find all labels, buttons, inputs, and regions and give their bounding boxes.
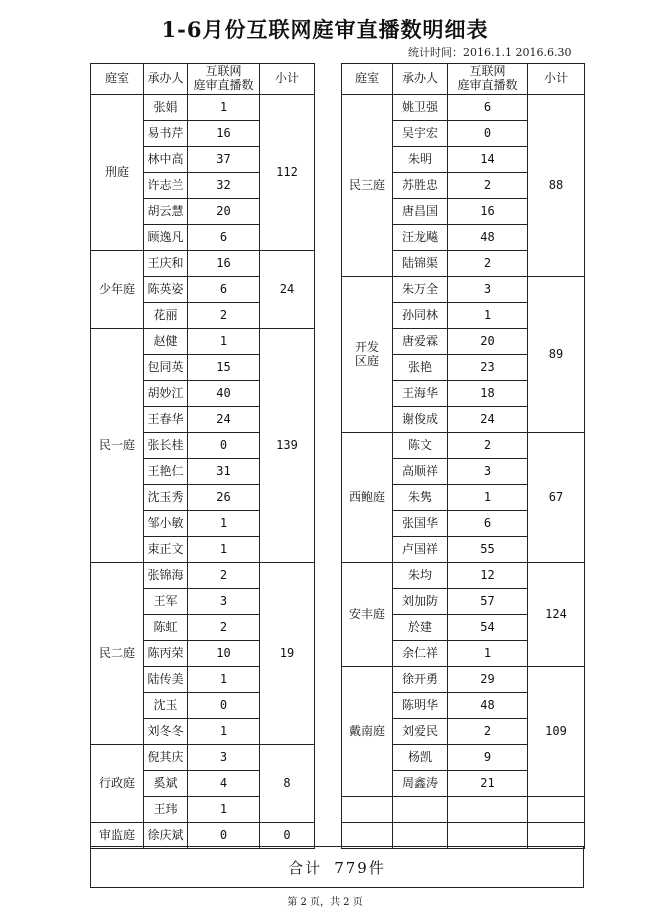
handler-cell: 邹小敏: [144, 511, 188, 537]
handler-cell: 吴宇宏: [393, 121, 448, 147]
count-cell: 24: [188, 407, 260, 433]
count-cell: 3: [448, 459, 528, 485]
handler-cell: 束正文: [144, 537, 188, 563]
handler-cell: 周鑫涛: [393, 771, 448, 797]
count-cell: 54: [448, 615, 528, 641]
empty-cell: [342, 797, 393, 823]
subtotal-cell: 124: [528, 563, 585, 667]
count-cell: 0: [188, 693, 260, 719]
subtotal-cell: 112: [260, 95, 315, 251]
header-court: 庭室: [342, 64, 393, 95]
subtotal-cell: 0: [260, 823, 315, 849]
count-cell: 1: [448, 485, 528, 511]
court-cell: 刑庭: [91, 95, 144, 251]
handler-cell: 陆传美: [144, 667, 188, 693]
count-cell: 1: [188, 719, 260, 745]
header-handler: 承办人: [393, 64, 448, 95]
count-cell: 6: [448, 95, 528, 121]
count-cell: 6: [448, 511, 528, 537]
handler-cell: 刘加防: [393, 589, 448, 615]
handler-cell: 朱万全: [393, 277, 448, 303]
subtotal-cell: 109: [528, 667, 585, 797]
handler-cell: 谢俊成: [393, 407, 448, 433]
handler-cell: 苏胜忠: [393, 173, 448, 199]
total-value: 779件: [334, 858, 386, 877]
count-cell: 1: [188, 95, 260, 121]
handler-cell: 卢国祥: [393, 537, 448, 563]
court-cell: 开发 区庭: [342, 277, 393, 433]
header-handler: 承办人: [144, 64, 188, 95]
count-cell: 2: [448, 719, 528, 745]
count-cell: 3: [188, 745, 260, 771]
subtotal-cell: 19: [260, 563, 315, 745]
handler-cell: 沈玉: [144, 693, 188, 719]
empty-cell: [393, 797, 448, 823]
handler-cell: 王军: [144, 589, 188, 615]
table-row: [342, 433, 585, 459]
table-row: [342, 95, 585, 121]
count-cell: 2: [448, 433, 528, 459]
count-cell: 32: [188, 173, 260, 199]
handler-cell: 唐爱霖: [393, 329, 448, 355]
count-cell: 20: [188, 199, 260, 225]
header-subtotal: 小计: [528, 64, 585, 95]
count-cell: 6: [188, 277, 260, 303]
count-cell: 6: [188, 225, 260, 251]
handler-cell: 王春华: [144, 407, 188, 433]
count-cell: 16: [188, 121, 260, 147]
table-row: [91, 823, 315, 849]
handler-cell: 赵健: [144, 329, 188, 355]
count-cell: 48: [448, 693, 528, 719]
header-court: 庭室: [91, 64, 144, 95]
count-cell: 2: [188, 615, 260, 641]
subtotal-cell: 89: [528, 277, 585, 433]
table-row: [91, 329, 315, 355]
empty-cell: [448, 797, 528, 823]
count-cell: 3: [188, 589, 260, 615]
court-cell: 戴南庭: [342, 667, 393, 797]
handler-cell: 张艳: [393, 355, 448, 381]
handler-cell: 沈玉秀: [144, 485, 188, 511]
handler-cell: 林中高: [144, 147, 188, 173]
count-cell: 0: [188, 823, 260, 849]
handler-cell: 朱均: [393, 563, 448, 589]
count-cell: 0: [188, 433, 260, 459]
count-cell: 4: [188, 771, 260, 797]
handler-cell: 孙同林: [393, 303, 448, 329]
count-cell: 37: [188, 147, 260, 173]
handler-cell: 刘冬冬: [144, 719, 188, 745]
subtotal-cell: 67: [528, 433, 585, 563]
left-detail-table: [90, 63, 315, 849]
count-cell: 31: [188, 459, 260, 485]
handler-cell: 花丽: [144, 303, 188, 329]
handler-cell: 包同英: [144, 355, 188, 381]
empty-cell: [528, 823, 585, 849]
table-row: [91, 563, 315, 589]
count-cell: 57: [448, 589, 528, 615]
court-cell: 民三庭: [342, 95, 393, 277]
count-cell: 14: [448, 147, 528, 173]
court-cell: 行政庭: [91, 745, 144, 823]
handler-cell: 许志兰: [144, 173, 188, 199]
count-cell: 16: [188, 251, 260, 277]
empty-row: [342, 797, 585, 823]
handler-cell: 王庆和: [144, 251, 188, 277]
stat-period: 统计时间：2016.1.1 2016.6.30: [408, 46, 572, 59]
handler-cell: 王玮: [144, 797, 188, 823]
table-row: [342, 277, 585, 303]
empty-cell: [342, 823, 393, 849]
page-title: 1-6月份互联网庭审直播数明细表: [161, 17, 489, 42]
count-cell: 18: [448, 381, 528, 407]
count-cell: 2: [448, 173, 528, 199]
count-cell: 20: [448, 329, 528, 355]
count-cell: 3: [448, 277, 528, 303]
subtotal-cell: 8: [260, 745, 315, 823]
handler-cell: 於建: [393, 615, 448, 641]
count-cell: 21: [448, 771, 528, 797]
count-cell: 55: [448, 537, 528, 563]
table-row: [91, 95, 315, 121]
header-subtotal: 小计: [260, 64, 315, 95]
empty-cell: [528, 797, 585, 823]
court-cell: 民二庭: [91, 563, 144, 745]
court-cell: 民一庭: [91, 329, 144, 563]
count-cell: 1: [188, 797, 260, 823]
handler-cell: 易书芹: [144, 121, 188, 147]
table-row: [91, 251, 315, 277]
table-row: [91, 745, 315, 771]
left-header-row: [91, 64, 315, 95]
handler-cell: 陈虹: [144, 615, 188, 641]
handler-cell: 奚斌: [144, 771, 188, 797]
count-cell: 1: [188, 667, 260, 693]
empty-cell: [448, 823, 528, 849]
subtotal-cell: 24: [260, 251, 315, 329]
handler-cell: 余仁祥: [393, 641, 448, 667]
handler-cell: 陈英姿: [144, 277, 188, 303]
handler-cell: 徐开勇: [393, 667, 448, 693]
count-cell: 9: [448, 745, 528, 771]
handler-cell: 陆锦渠: [393, 251, 448, 277]
court-cell: 少年庭: [91, 251, 144, 329]
table-row: [342, 667, 585, 693]
subtotal-cell: 139: [260, 329, 315, 563]
handler-cell: 徐庆斌: [144, 823, 188, 849]
count-cell: 24: [448, 407, 528, 433]
handler-cell: 王艳仁: [144, 459, 188, 485]
page-footer: 第 2 页，共 2 页: [287, 897, 363, 908]
handler-cell: 朱隽: [393, 485, 448, 511]
count-cell: 23: [448, 355, 528, 381]
empty-row: [342, 823, 585, 849]
handler-cell: 张娟: [144, 95, 188, 121]
handler-cell: 王海华: [393, 381, 448, 407]
count-cell: 29: [448, 667, 528, 693]
handler-cell: 张锦海: [144, 563, 188, 589]
handler-cell: 顾逸凡: [144, 225, 188, 251]
header-count: 互联网 庭审直播数: [188, 64, 260, 95]
empty-cell: [393, 823, 448, 849]
handler-cell: 胡云慧: [144, 199, 188, 225]
header-count: 互联网 庭审直播数: [448, 64, 528, 95]
handler-cell: 朱明: [393, 147, 448, 173]
count-cell: 40: [188, 381, 260, 407]
court-cell: 审监庭: [91, 823, 144, 849]
handler-cell: 杨凯: [393, 745, 448, 771]
handler-cell: 姚卫强: [393, 95, 448, 121]
count-cell: 2: [188, 563, 260, 589]
count-cell: 2: [448, 251, 528, 277]
count-cell: 0: [448, 121, 528, 147]
count-cell: 1: [188, 511, 260, 537]
handler-cell: 陈文: [393, 433, 448, 459]
count-cell: 2: [188, 303, 260, 329]
handler-cell: 胡妙江: [144, 381, 188, 407]
count-cell: 1: [188, 537, 260, 563]
handler-cell: 唐昌国: [393, 199, 448, 225]
court-cell: 安丰庭: [342, 563, 393, 667]
count-cell: 48: [448, 225, 528, 251]
handler-cell: 倪其庆: [144, 745, 188, 771]
handler-cell: 陈明华: [393, 693, 448, 719]
right-header-row: [342, 64, 585, 95]
handler-cell: 刘爱民: [393, 719, 448, 745]
handler-cell: 汪龙飚: [393, 225, 448, 251]
count-cell: 16: [448, 199, 528, 225]
table-row: [342, 563, 585, 589]
count-cell: 12: [448, 563, 528, 589]
court-cell: 西鲍庭: [342, 433, 393, 563]
detail-tables: [90, 63, 584, 887]
handler-cell: 张长桂: [144, 433, 188, 459]
total-label: 合计: [288, 858, 323, 877]
count-cell: 1: [188, 329, 260, 355]
count-cell: 10: [188, 641, 260, 667]
handler-cell: 陈丙荣: [144, 641, 188, 667]
right-detail-table: [341, 63, 585, 849]
handler-cell: 高顺祥: [393, 459, 448, 485]
subtotal-cell: 88: [528, 95, 585, 277]
grand-total-row: [90, 846, 584, 888]
count-cell: 1: [448, 303, 528, 329]
count-cell: 15: [188, 355, 260, 381]
count-cell: 1: [448, 641, 528, 667]
handler-cell: 张国华: [393, 511, 448, 537]
count-cell: 26: [188, 485, 260, 511]
